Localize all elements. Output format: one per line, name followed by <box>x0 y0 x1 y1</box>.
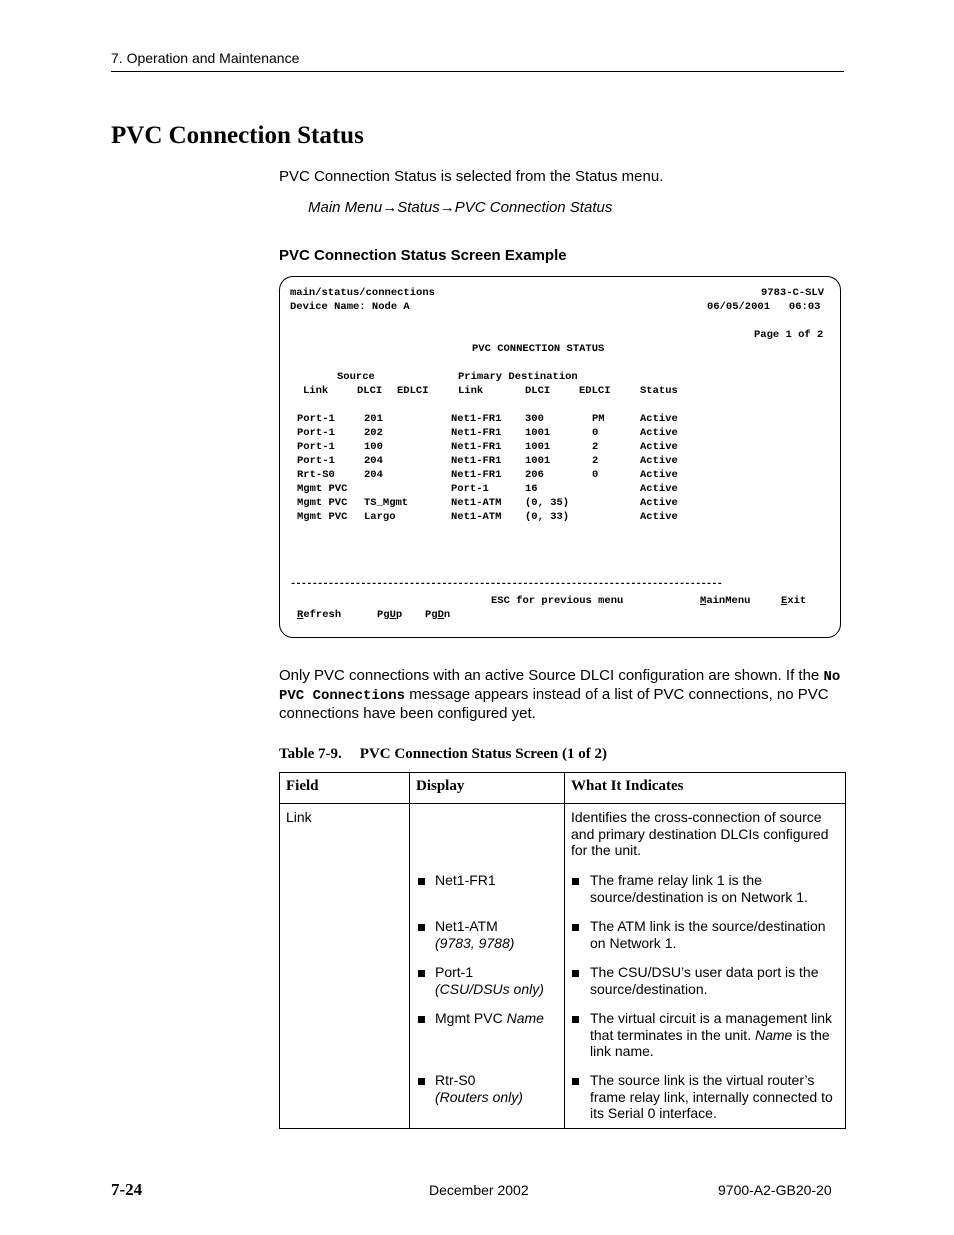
page-number: 7-24 <box>111 1180 143 1199</box>
display-net1-atm-note: (9783, 9788) <box>435 934 515 951</box>
column-divider <box>564 773 565 1128</box>
screen-cell: Net1-FR1 <box>451 441 502 453</box>
screen-cell: Rrt-S0 <box>297 469 335 481</box>
display-mgmt-pvc <box>435 1010 544 1027</box>
screen-cell: Mgmt PVC <box>297 483 348 495</box>
col-header-status: Status <box>640 385 678 397</box>
screen-cell: 16 <box>525 483 538 495</box>
pgdn-pre: Pg <box>425 609 438 621</box>
status-table <box>279 772 846 1129</box>
desc-mgmt-pvc-after: is the link name. <box>590 1026 830 1059</box>
desc-rtr-s0: The source link is the virtual router’s frame relay link, internally connected to its Serial 0 interface. <box>590 1072 833 1121</box>
screen-cell: Mgmt PVC <box>297 511 348 523</box>
screen-example-heading: PVC Connection Status Screen Example <box>279 247 567 264</box>
menu-path-status: Status <box>397 199 440 216</box>
menu-path <box>308 199 612 216</box>
arrow-icon: → <box>439 199 455 216</box>
screen-cell: 0 <box>592 469 599 481</box>
pgup-pre: Pg <box>377 609 390 621</box>
header-indicates: What It Indicates <box>571 778 684 794</box>
display-net1-atm-name: Net1-ATM <box>435 918 498 934</box>
refresh-rest: efresh <box>303 609 342 621</box>
screen-cell: 1001 <box>525 427 551 439</box>
screen-path: main/status/connections <box>290 287 435 299</box>
screen-cell: 202 <box>364 427 383 439</box>
bullet-icon <box>418 924 425 931</box>
bullet-icon <box>572 1016 579 1023</box>
main-menu-key: M <box>700 595 707 607</box>
screen-cell: Active <box>640 455 678 467</box>
screen-title: PVC CONNECTION STATUS <box>472 343 605 355</box>
desc-mgmt-pvc <box>590 1010 840 1060</box>
bullet-icon <box>418 878 425 885</box>
intro-text: PVC Connection Status is selected from the Status menu. <box>279 168 664 185</box>
screen-cell: 0 <box>592 427 599 439</box>
bullet-icon <box>572 924 579 931</box>
col-header-dlci: DLCI <box>357 385 383 397</box>
exit-key: E <box>781 595 788 607</box>
display-rtr-s0 <box>435 1072 523 1105</box>
screen-cell: Port-1 <box>297 427 335 439</box>
screen-cell: Net1-FR1 <box>451 455 502 467</box>
screen-cell: 1001 <box>525 441 551 453</box>
paragraph-before: Only PVC connections with an active Source DLCI configuration are shown. If the <box>279 667 824 684</box>
screen-cell: Port-1 <box>297 413 335 425</box>
desc-mgmt-pvc-italic: Name <box>754 1026 793 1043</box>
desc-mgmt-pvc-before: The virtual circuit is a management link that terminates in the unit. <box>590 1010 832 1043</box>
header-rule <box>111 71 844 72</box>
screen-cell: Net1-ATM <box>451 497 502 509</box>
header-field: Field <box>286 778 319 794</box>
page-title: PVC Connection Status <box>111 122 364 149</box>
screen-cell: Active <box>640 469 678 481</box>
footer-date: December 2002 <box>429 1182 529 1198</box>
refresh-key: R <box>297 609 304 621</box>
table-caption <box>279 746 607 763</box>
screen-cell: Active <box>640 483 678 495</box>
screen-cell: (0, 35) <box>525 497 570 509</box>
exit-command[interactable] <box>781 594 806 608</box>
screen-cell: Port-1 <box>451 483 489 495</box>
screen-model: 9783-C-SLV <box>761 287 825 299</box>
screen-cell: Largo <box>364 511 396 523</box>
display-port-1-note: (CSU/DSUs only) <box>435 980 544 997</box>
screen-cell: Active <box>640 441 678 453</box>
desc-net1-fr1: The frame relay link 1 is the source/destination is on Network 1. <box>590 872 808 905</box>
col-header-dest-edlci: EDLCI <box>579 385 611 397</box>
paragraph-after: message appears instead of a list of PVC connections, no PVC connections have been configured yet. <box>279 686 829 722</box>
col-header-dest-link: Link <box>458 385 484 397</box>
screen-cell: Mgmt PVC <box>297 497 348 509</box>
screen-cell: Net1-FR1 <box>451 413 502 425</box>
screen-cell: 201 <box>364 413 383 425</box>
display-rtr-s0-note: (Routers only) <box>435 1088 523 1105</box>
screen-cell: Net1-FR1 <box>451 427 502 439</box>
screen-cell: Active <box>640 427 678 439</box>
pgup-rest: p <box>395 609 403 621</box>
screen-cell: (0, 33) <box>525 511 570 523</box>
exit-rest: xit <box>787 595 807 607</box>
arrow-icon: → <box>382 199 398 216</box>
bullet-icon <box>418 1078 425 1085</box>
group-source: Source <box>337 371 375 383</box>
screen-cell: PM <box>592 413 605 425</box>
column-divider <box>409 773 410 1128</box>
col-header-edlci: EDLCI <box>397 385 429 397</box>
bullet-icon <box>572 970 579 977</box>
terminal-screen <box>279 276 841 638</box>
menu-path-pvc: PVC Connection Status <box>454 199 613 216</box>
esc-hint: ESC for previous menu <box>491 595 624 607</box>
screen-cell: 300 <box>525 413 544 425</box>
group-primary: Primary Destination <box>458 371 578 383</box>
bullet-icon <box>418 1016 425 1023</box>
refresh-command[interactable] <box>297 608 341 622</box>
desc-net1-atm: The ATM link is the source/destination on Network 1. <box>590 918 826 951</box>
screen-cell: 1001 <box>525 455 551 467</box>
table-title: PVC Connection Status Screen (1 of 2) <box>359 746 608 762</box>
no-pvc-message: No PVC Connections <box>279 669 841 704</box>
menu-path-main: Main Menu <box>308 199 383 216</box>
screen-cell: 2 <box>592 441 599 453</box>
screen-cell: 204 <box>364 455 383 467</box>
display-net1-atm <box>435 918 514 951</box>
main-menu-rest: ainMenu <box>706 595 751 607</box>
display-port-1-name: Port-1 <box>435 964 474 980</box>
indicates-intro: Identifies the cross-connection of source and primary destination DLCIs configured for the unit. <box>571 809 829 858</box>
bullet-icon <box>572 1078 579 1085</box>
display-port-1 <box>435 964 544 997</box>
screen-cell: 204 <box>364 469 383 481</box>
display-mgmt-pvc-name: Mgmt PVC <box>435 1010 503 1026</box>
pgdn-key: D <box>437 609 444 621</box>
screen-divider: -------------------------------------------------------------------------------- <box>290 578 723 590</box>
pgdn-rest: n <box>443 609 451 621</box>
col-header-link: Link <box>303 385 329 397</box>
bullet-icon <box>572 878 579 885</box>
explanation-paragraph <box>279 667 849 723</box>
screen-cell: Active <box>640 511 678 523</box>
display-mgmt-pvc-italic: Name <box>506 1010 544 1026</box>
display-rtr-s0-name: Rtr-S0 <box>435 1072 476 1088</box>
table-number: Table 7-9. <box>279 746 342 762</box>
screen-cell: Net1-FR1 <box>451 469 502 481</box>
pgup-key: U <box>389 609 396 621</box>
header-display: Display <box>416 778 465 794</box>
screen-cell: Port-1 <box>297 441 335 453</box>
screen-cell: Active <box>640 497 678 509</box>
screen-cell: 206 <box>525 469 544 481</box>
screen-cell: Net1-ATM <box>451 511 502 523</box>
screen-page: Page 1 of 2 <box>754 329 824 341</box>
bullet-icon <box>418 970 425 977</box>
running-header: 7. Operation and Maintenance <box>111 50 300 66</box>
main-menu-command[interactable] <box>700 594 750 608</box>
screen-cell: Port-1 <box>297 455 335 467</box>
screen-cell: Active <box>640 413 678 425</box>
col-header-dest-dlci: DLCI <box>525 385 551 397</box>
field-link: Link <box>286 809 312 825</box>
screen-datetime: 06/05/2001 06:03 <box>707 301 821 313</box>
pgdn-command[interactable] <box>425 608 450 622</box>
device-name: Device Name: Node A <box>290 301 410 313</box>
desc-port-1: The CSU/DSU’s user data port is the source/destination. <box>590 964 819 997</box>
screen-cell: 2 <box>592 455 599 467</box>
display-net1-fr1: Net1-FR1 <box>435 872 496 888</box>
document-number: 9700-A2-GB20-20 <box>718 1182 832 1198</box>
screen-cell: TS_Mgmt <box>364 497 409 509</box>
header-divider <box>280 803 845 804</box>
screen-cell: 100 <box>364 441 383 453</box>
pgup-command[interactable] <box>377 608 402 622</box>
